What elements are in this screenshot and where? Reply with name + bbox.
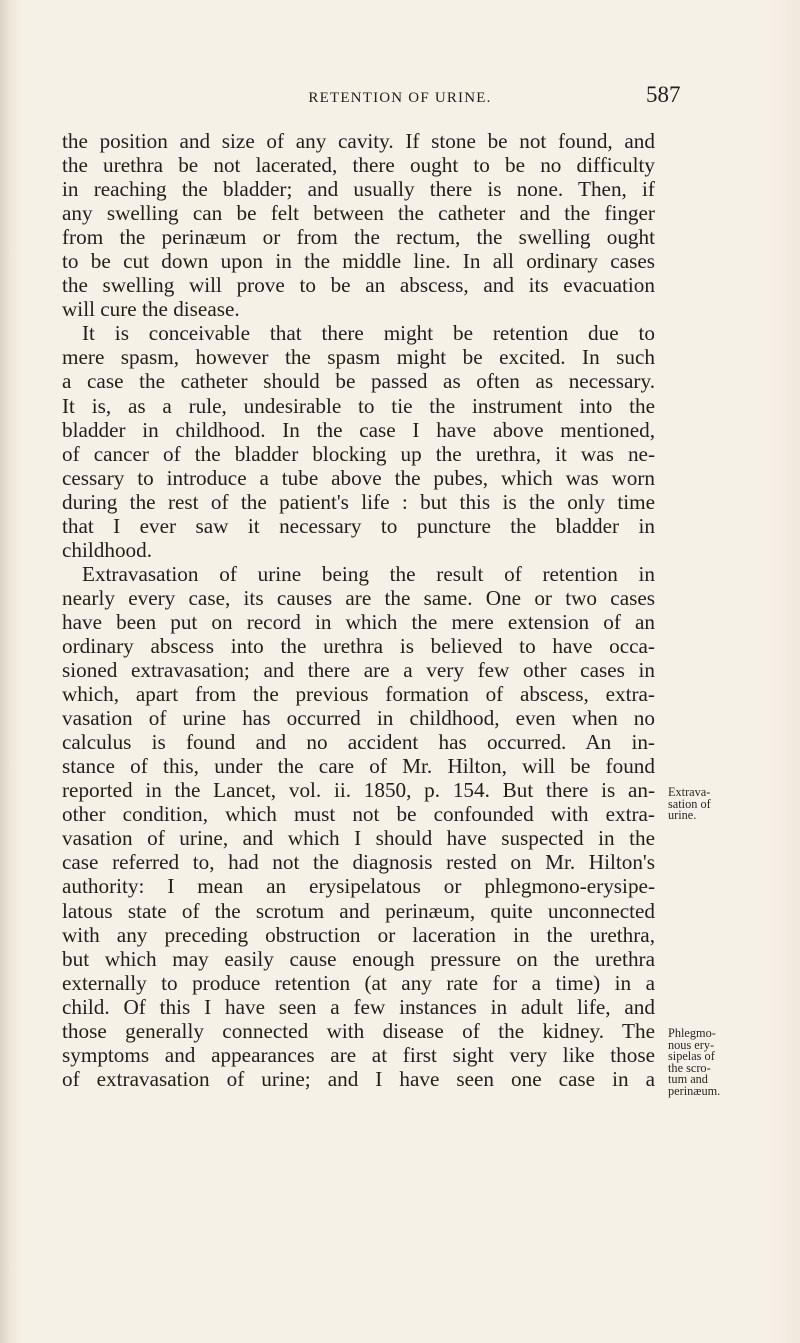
text-line: nearly every case, its causes are the same. One or two cases [62,585,655,610]
text-line: bladder in childhood. In the case I have above mentioned, [62,417,655,442]
text-line: Extravasation of urine being the result of retention in [82,561,655,586]
margin-note-line: nous ery- [668,1037,715,1052]
running-title: RETENTION OF URINE. [308,90,492,106]
text-line: with any preceding obstruction or laceration in the urethra, [62,922,655,947]
text-line: It is, as a rule, undesirable to tie the instrument into the [62,393,655,418]
margin-note-line: Phlegmo- [668,1026,716,1040]
text-line: reported in the Lancet, vol. ii. 1850, p. 154. But there is an- [62,778,655,803]
text-line: It is conceivable that there might be retention due to [82,321,655,346]
margin-note-line: urine. [668,808,697,823]
text-line: symptoms and appearances are at first sight very like those [62,1042,655,1067]
text-line: latous state of the scrotum and perinæum, quite unconnected [62,898,655,923]
text-line: which, apart from the previous formation of abscess, extra- [62,682,655,707]
text-line: have been put on record in which the mere extension of an [62,609,655,634]
text-line: the swelling will prove to be an abscess, and its evacuation [62,273,655,298]
text-line: from the perinæum or from the rectum, the swelling ought [62,225,655,250]
margin-note-line: tum and [668,1072,708,1087]
text-line: authority: I mean an erysipelatous or phlegmono-erysipe- [62,874,655,899]
text-line: any swelling can be felt between the catheter and the finger [62,201,655,226]
text-line: the urethra be not lacerated, there ought to be no difficulty [62,153,655,178]
margin-note-line: Extrava- [668,785,711,799]
text-line: stance of this, under the care of Mr. Hilton, will be found [62,754,655,779]
text-line: but which may easily cause enough pressure on the urethra [62,946,655,971]
text-line: to be cut down upon in the middle line. In all ordinary cases [62,249,655,274]
text-line: mere spasm, however the spasm might be excited. In such [62,345,655,370]
text-line: the position and size of any cavity. If stone be not found, and [62,129,655,153]
text-line: externally to produce retention (at any rate for a time) in a [62,970,655,995]
margin-note-phlegmonous-erysipelas [668,1028,730,1098]
text-line: calculus is found and no accident has occurred. An in- [62,730,655,755]
margin-note-line: perinæum. [668,1083,721,1098]
margin-note-line: sation of [668,796,711,811]
page-header [0,82,800,112]
text-line: vasation of urine has occurred in childhood, even when no [62,706,655,731]
text-line: vasation of urine, and which I should have suspected in the [62,826,655,851]
text-line: a case the catheter should be passed as often as necessary. [62,369,655,394]
text-line: child. Of this I have seen a few instances in adult life, and [62,994,655,1019]
margin-note-extravasation [668,787,730,822]
text-line: sioned extravasation; and there are a very few other cases in [62,658,655,683]
page-number: 587 [646,82,681,107]
text-line: in reaching the bladder; and usually there is none. Then, if [62,177,655,202]
margin-note-line: sipelas of [668,1049,715,1064]
text-line: that I ever saw it necessary to puncture the bladder in [62,513,655,538]
text-line: of extravasation of urine; and I have seen one case in a [62,1066,655,1091]
text-line: childhood. [62,537,153,562]
text-line: those generally connected with disease of the kidney. The [62,1018,655,1043]
text-line: other condition, which must not be confounded with extra- [62,802,655,827]
text-line: of cancer of the bladder blocking up the urethra, it was ne- [62,441,655,466]
text-line: ordinary abscess into the urethra is believed to have occa- [62,633,655,658]
text-line: case referred to, had not the diagnosis rested on Mr. Hilton's [62,850,655,875]
text-line: will cure the disease. [62,297,240,322]
body-text [62,129,655,1091]
text-line: during the rest of the patient's life : but this is the only time [62,489,655,514]
text-line: cessary to introduce a tube above the pubes, which was worn [62,465,655,490]
margin-note-line: the scro- [668,1060,711,1075]
